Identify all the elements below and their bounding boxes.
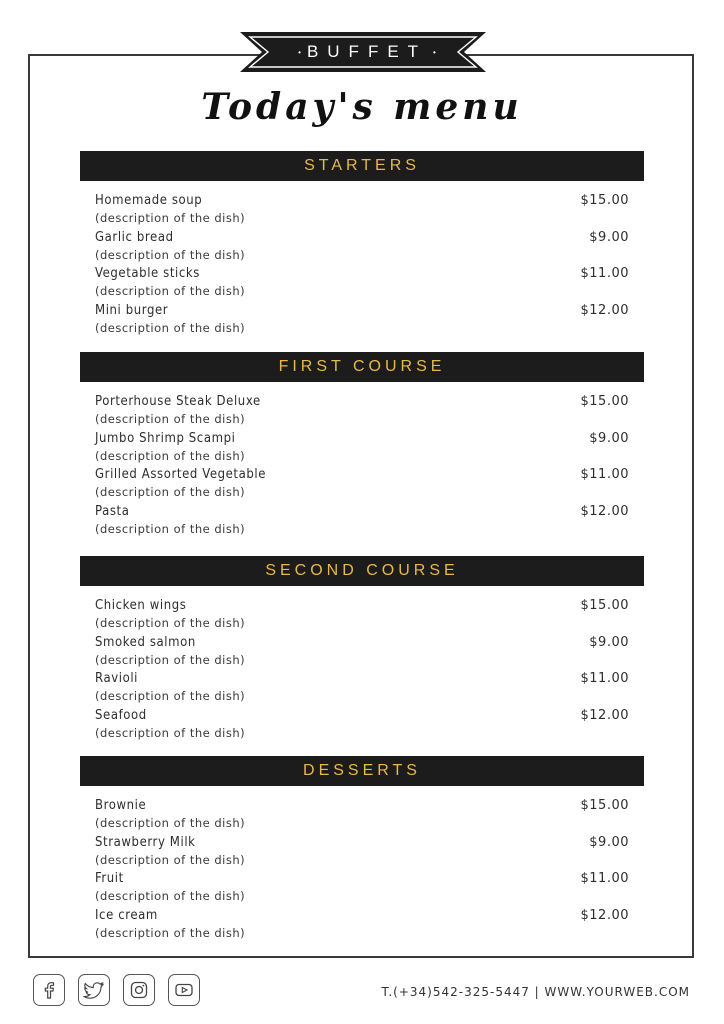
item-name: Garlic bread (95, 229, 174, 245)
item-description: (description of the dish) (95, 522, 246, 537)
item-name: Porterhouse Steak Deluxe (95, 394, 261, 409)
item-price: $11.00 (580, 467, 629, 483)
item-price: $15.00 (580, 598, 629, 613)
menu-item (80, 394, 644, 431)
menu-item (80, 598, 644, 635)
item-price: $9.00 (589, 430, 629, 446)
instagram-icon[interactable] (123, 974, 155, 1006)
item-price: $12.00 (580, 908, 629, 924)
youtube-icon[interactable] (168, 974, 200, 1006)
item-price: $9.00 (589, 834, 629, 850)
buffet-badge (238, 30, 488, 74)
menu-item (80, 871, 644, 908)
item-name: Jumbo Shrimp Scampi (95, 430, 236, 446)
item-name: Ravioli (95, 671, 139, 687)
item-description: (description of the dish) (95, 247, 246, 262)
item-price: $11.00 (580, 671, 629, 687)
item-description: (description of the dish) (95, 926, 246, 941)
item-name: Pasta (95, 504, 130, 520)
item-description: (description of the dish) (95, 412, 246, 426)
item-name: Ice cream (95, 908, 158, 924)
item-description: (description of the dish) (95, 211, 246, 225)
item-list (80, 394, 644, 541)
item-name: Strawberry Milk (95, 834, 196, 850)
item-description: (description of the dish) (95, 889, 246, 904)
menu-item (80, 303, 644, 340)
social-links (33, 974, 200, 1006)
item-name: Fruit (95, 871, 124, 887)
section-second-course (80, 556, 644, 745)
item-description: (description of the dish) (95, 448, 246, 463)
section-starters (80, 151, 644, 340)
section-header: SECOND COURSE (80, 556, 644, 586)
menu-item (80, 467, 644, 504)
item-name: Brownie (95, 798, 147, 813)
item-price: $12.00 (580, 303, 629, 319)
section-header: DESSERTS (80, 756, 644, 786)
section-header: STARTERS (80, 151, 644, 181)
twitter-icon[interactable] (78, 974, 110, 1006)
item-price: $11.00 (580, 871, 629, 887)
item-price: $9.00 (589, 634, 629, 650)
contact-info: T.(+34)542-325-5447 | WWW.YOURWEB.COM (381, 985, 690, 999)
item-name: Chicken wings (95, 598, 187, 613)
menu-item (80, 230, 644, 267)
item-name: Grilled Assorted Vegetable (95, 467, 267, 483)
item-description: (description of the dish) (95, 284, 246, 299)
menu-item (80, 835, 644, 872)
badge-label: BUFFET (306, 42, 428, 61)
section-header: FIRST COURSE (80, 352, 644, 382)
item-description: (description of the dish) (95, 852, 246, 867)
menu-item (80, 266, 644, 303)
item-name: Smoked salmon (95, 634, 196, 650)
menu-item (80, 504, 644, 541)
badge-dot-left: • (298, 47, 301, 57)
item-description: (description of the dish) (95, 816, 246, 830)
item-name: Homemade soup (95, 193, 203, 208)
menu-item (80, 635, 644, 672)
menu-item (80, 908, 644, 945)
section-desserts (80, 756, 644, 945)
item-description: (description of the dish) (95, 485, 246, 500)
item-price: $15.00 (580, 798, 629, 813)
item-name: Vegetable sticks (95, 266, 200, 282)
menu-item (80, 193, 644, 230)
item-description: (description of the dish) (95, 689, 246, 704)
item-price: $15.00 (580, 193, 629, 208)
item-name: Seafood (95, 708, 147, 724)
item-description: (description of the dish) (95, 726, 246, 741)
menu-item (80, 708, 644, 745)
menu-item (80, 671, 644, 708)
item-description: (description of the dish) (95, 321, 246, 336)
item-description: (description of the dish) (95, 616, 246, 630)
badge-dot-right: • (433, 47, 436, 57)
item-price: $15.00 (580, 394, 629, 409)
item-price: $11.00 (580, 266, 629, 282)
item-list (80, 193, 644, 340)
menu-item (80, 798, 644, 835)
item-price: $12.00 (580, 504, 629, 520)
section-first-course (80, 352, 644, 541)
page-title: Today's menu (201, 86, 523, 128)
item-price: $12.00 (580, 708, 629, 724)
item-list (80, 598, 644, 745)
item-description: (description of the dish) (95, 652, 246, 667)
item-name: Mini burger (95, 303, 169, 319)
item-price: $9.00 (589, 229, 629, 245)
menu-item (80, 431, 644, 468)
item-list (80, 798, 644, 945)
facebook-icon[interactable] (33, 974, 65, 1006)
